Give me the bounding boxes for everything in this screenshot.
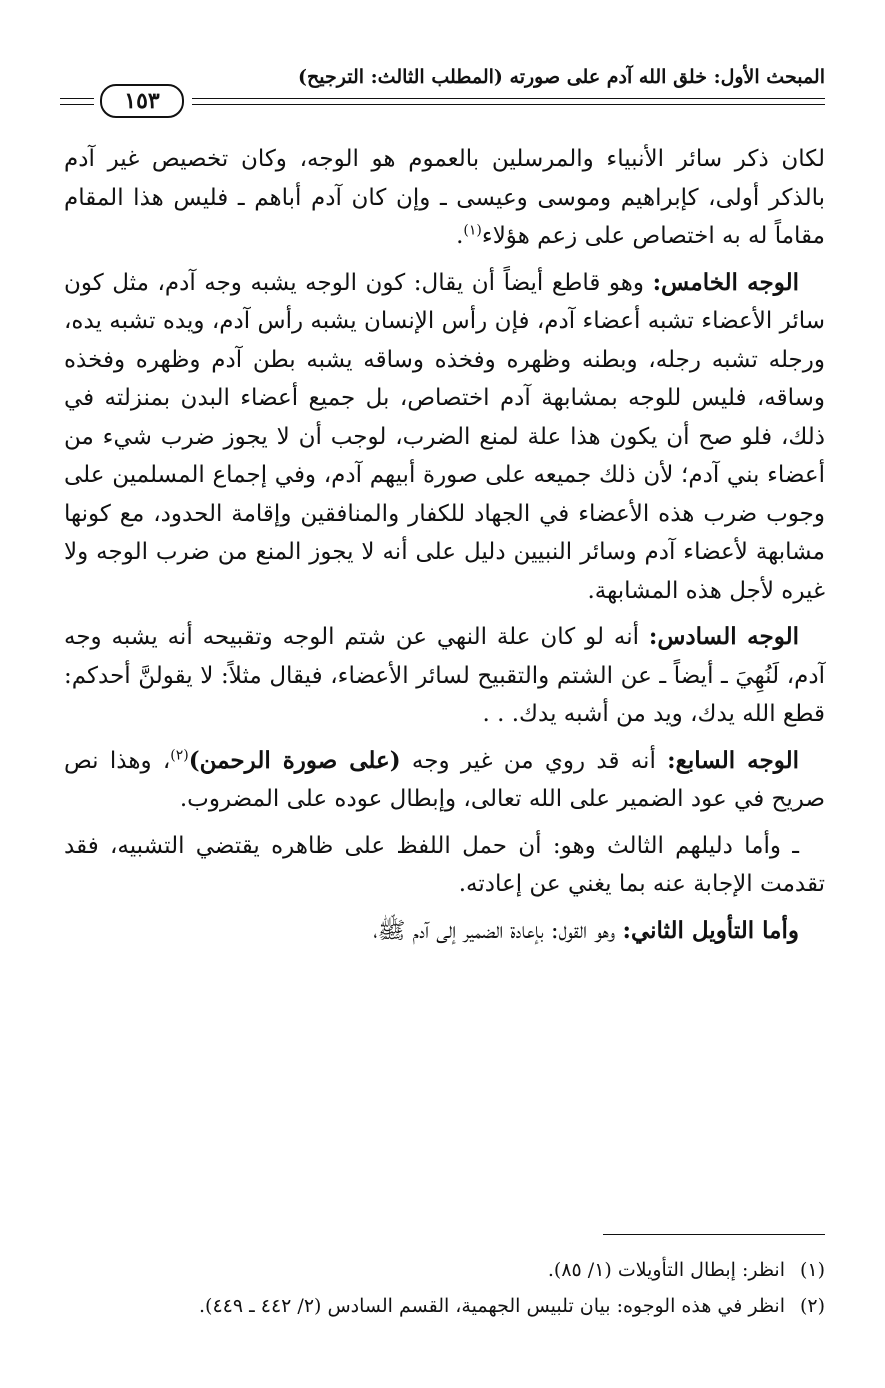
paragraph bbox=[64, 618, 825, 734]
section-heading: الوجه السادس: bbox=[648, 623, 799, 650]
footnotes bbox=[60, 1252, 825, 1324]
page-number: ١٥٣ bbox=[100, 84, 184, 118]
page-header bbox=[60, 62, 825, 118]
section-heading: الوجه السابع: bbox=[667, 746, 799, 774]
header-rule-short bbox=[60, 98, 94, 99]
paragraph-text: . bbox=[456, 223, 464, 249]
footnote-item bbox=[60, 1288, 825, 1324]
header-rule bbox=[192, 104, 825, 105]
paragraph-text: ، وهذا نص صريح في عود الضمير على الله تعالى، وإبطال عوده على المضروب. bbox=[64, 747, 825, 812]
section-heading: وأما التأويل الثاني: bbox=[622, 916, 799, 944]
section-heading: الوجه الخامس: bbox=[652, 268, 799, 296]
header-rule bbox=[192, 98, 825, 99]
footnote-item bbox=[60, 1252, 825, 1288]
footnote-number: (٢) bbox=[799, 1295, 825, 1317]
paragraph-text: وهو القول: بإعادة الضمير إلى آدم ﷺ، bbox=[373, 917, 623, 944]
footnote-text: انظر في هذه الوجوه: بيان تلبيس الجهمية، القسم السادس (٢/ ٤٤٢ ـ ٤٤٩). bbox=[199, 1295, 785, 1317]
paragraph-text: وهو قاطع أيضاً أن يقال: كون الوجه يشبه وجه آدم، مثل كون سائر الأعضاء تشبه أعضاء آدم، فإن رأس الإنسان يشبه رأس آدم، ويده تشبه يده، ورجله تشبه رجله، وبطنه وظهره وفخذه وساقه يشبه بطن آدم وظهره وفخذه وساقه، فليس للوجه بمشابهة آدم اختصاص، بل جميع أعضاء البدن بمنزلته في ذلك، فلو صح أن يكون هذا علة لمنع الضرب، لوجب أن لا يجوز ضرب شيء من أعضاء بني آدم؛ لأن ذلك جميعه على صورة أبيهم آدم، وفي إجماع المسلمين على وجوب ضرب هذه الأعضاء في الجهاد للكفار والمنافقين وإقامة الحدود، مع كونها مشابهة لأعضاء آدم وسائر النبيين دليل على أنه لا يجوز المنع من ضرب الوجه ولا غيره لأجل هذه المشابهة. bbox=[64, 269, 825, 604]
footnote-ref: (١) bbox=[463, 222, 482, 239]
paragraph-text: ـ وأما دليلهم الثالث وهو: أن حمل اللفظ على ظاهره يقتضي التشبيه، فقد تقدمت الإجابة عنه بما يغني عن إعادته. bbox=[64, 832, 825, 897]
footnote-ref: (٢) bbox=[170, 746, 189, 763]
hadith-quote: (على صورة الرحمن) bbox=[188, 746, 401, 774]
paragraph-text: أنه قد روي من غير وجه bbox=[400, 747, 668, 774]
paragraph bbox=[64, 827, 825, 904]
header-rule-short bbox=[60, 104, 94, 105]
paragraph bbox=[64, 140, 825, 256]
paragraph-text: لكان ذكر سائر الأنبياء والمرسلين بالعموم هو الوجه، وكان تخصيص غير آدم بالذكر أولى، كإبراهيم وموسى وعيسى ـ وإن كان آدم أباهم ـ فليس هذا المقام مقاماً له به اختصاص على زعم هؤلاء bbox=[64, 146, 825, 249]
footnote-separator bbox=[603, 1234, 825, 1235]
running-title: المبحث الأول: خلق الله آدم على صورته (المطلب الثالث: الترجيح) bbox=[298, 66, 825, 88]
paragraph-text: أنه لو كان علة النهي عن شتم الوجه وتقبيحه أنه يشبه وجه آدم، لَنُهِيَ ـ أيضاً ـ عن الشتم والتقبيح لسائر الأعضاء، فيقال مثلاً: لا يقولنَّ أحدكم: قطع الله يدك، ويد من أشبه يدك. . . bbox=[64, 624, 825, 727]
footnote-number: (١) bbox=[799, 1259, 825, 1281]
paragraph bbox=[64, 912, 825, 951]
footnote-text: انظر: إبطال التأويلات (١/ ٨٥). bbox=[547, 1259, 785, 1281]
paragraph bbox=[64, 264, 825, 611]
paragraph bbox=[64, 742, 825, 819]
main-text bbox=[64, 140, 825, 958]
